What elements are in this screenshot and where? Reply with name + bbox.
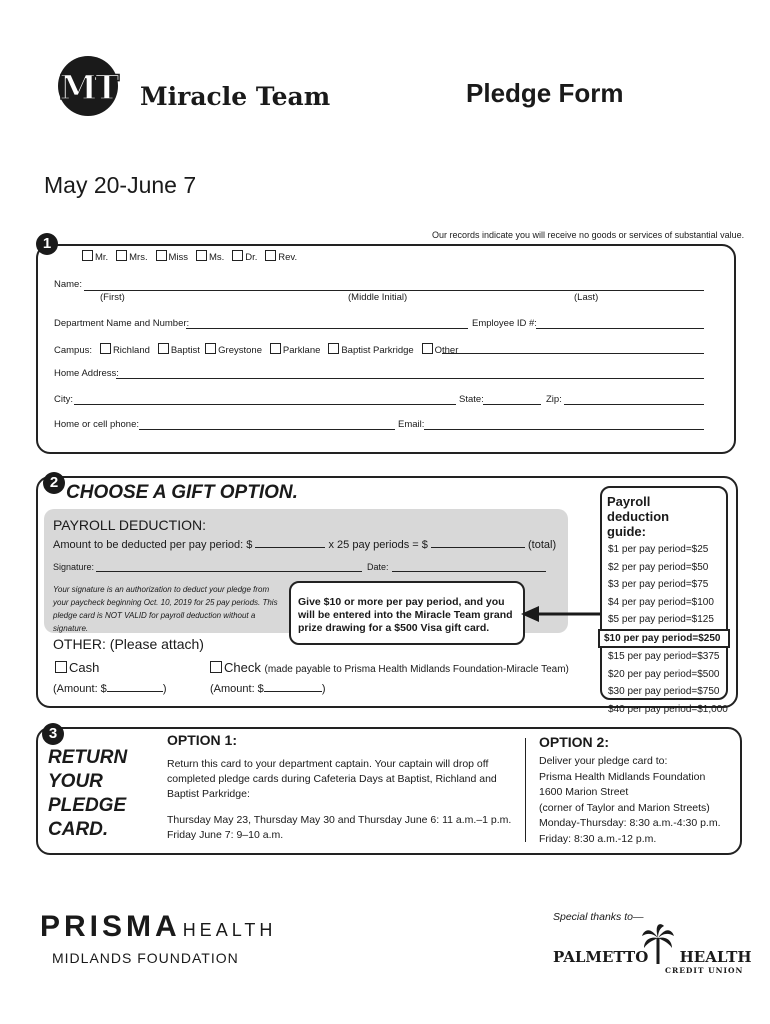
arrow-icon — [519, 603, 603, 625]
section1-number-badge: 1 — [36, 233, 58, 255]
department-field[interactable] — [186, 317, 468, 329]
guide-row: $20 per pay period=$500 — [608, 668, 720, 680]
signature-label: Signature: — [53, 562, 95, 572]
total-label: (total) — [527, 539, 557, 551]
option2-title: OPTION 2: — [539, 734, 610, 750]
logo-monogram: MT — [59, 68, 117, 108]
title-checkboxes — [82, 250, 297, 263]
checkbox-baptist-parkridge[interactable]: Baptist Parkridge — [328, 345, 413, 356]
phone-label: Home or cell phone: — [54, 419, 140, 430]
option1-title: OPTION 1: — [167, 732, 238, 748]
zip-label: Zip: — [546, 394, 562, 405]
miracle-team-logo — [44, 56, 136, 116]
option2-address: Deliver your pledge card to: Prisma Health Midlands Foundation 1600 Marion Street (corner of Taylor and Marion Streets) Monday-Thursday: 8:30 a.m.-4:30 p.m. Friday: 8:30 a.m.-12 p.m. — [539, 755, 721, 845]
sponsor-name: PALMETTO HEALTH — [553, 948, 752, 966]
guide-row: $10 per pay period=$250 — [598, 629, 730, 649]
checkbox-dr[interactable]: Dr. — [232, 252, 257, 263]
checkbox-ms[interactable]: Ms. — [196, 252, 224, 263]
guide-row: $4 per pay period=$100 — [608, 596, 714, 608]
payroll-amount-row — [53, 537, 556, 551]
date-field[interactable] — [392, 562, 546, 572]
checkbox-other[interactable]: Other — [422, 345, 459, 356]
check-note: (made payable to Prisma Health Midlands Foundation-Miracle Team) — [264, 664, 569, 675]
total-amount-field[interactable] — [431, 537, 525, 548]
checkbox-baptist[interactable]: Baptist — [158, 345, 200, 356]
address-field[interactable] — [116, 367, 704, 379]
name-middle-caption: (Middle Initial) — [348, 292, 408, 303]
amount-per-period-field[interactable] — [255, 537, 325, 548]
campus-label: Campus: — [54, 345, 93, 356]
check-amount-row: (Amount: $ ) — [210, 683, 326, 695]
campus-row — [54, 343, 458, 356]
section3-number-badge: 3 — [42, 723, 64, 745]
section3-heading: RETURN YOUR PLEDGE CARD. — [48, 747, 128, 840]
payroll-heading: PAYROLL DEDUCTION: — [53, 517, 206, 533]
name-last-caption: (Last) — [574, 292, 599, 303]
checkbox-greystone[interactable]: Greystone — [205, 345, 262, 356]
sponsor-sub: CREDIT UNION — [665, 966, 744, 975]
email-field[interactable] — [424, 418, 704, 430]
records-notice: Our records indicate you will receive no goods or services of substantial value. — [432, 230, 745, 240]
email-label: Email: — [398, 419, 425, 430]
check-label: Check — [224, 660, 261, 675]
check-option[interactable] — [210, 660, 569, 675]
employee-id-field[interactable] — [536, 317, 704, 329]
checkbox-mrs[interactable]: Mrs. — [116, 252, 147, 263]
address-label: Home Address: — [54, 368, 119, 379]
cash-amount-field[interactable] — [107, 681, 163, 692]
section2-heading: CHOOSE A GIFT OPTION. — [66, 482, 298, 503]
guide-row: $30 per pay period=$750 — [608, 686, 720, 697]
brand-name: Miracle Team — [140, 82, 331, 111]
date-label: Date: — [367, 562, 389, 572]
checkbox-miss[interactable]: Miss — [156, 252, 189, 263]
guide-row: $5 per pay period=$125 — [608, 614, 714, 625]
name-first-caption: (First) — [100, 292, 125, 303]
guide-row: $40 per pay period=$1,000 — [608, 703, 728, 715]
check-amount-field[interactable] — [264, 681, 322, 692]
prize-text: Give $10 or more per pay period, and you will be entered into the Miracle Team grand prize drawing for a $500 Visa gift card. — [298, 596, 513, 634]
checkbox-mr[interactable]: Mr. — [82, 252, 108, 263]
guide-row: $3 per pay period=$75 — [608, 579, 709, 590]
name-field[interactable] — [84, 278, 704, 291]
checkbox-rev[interactable]: Rev. — [265, 252, 297, 263]
thanks-text: Special thanks to— — [553, 911, 644, 923]
prisma-word: PRISMA — [40, 910, 181, 943]
option-divider — [525, 738, 526, 842]
zip-field[interactable] — [564, 393, 704, 405]
guide-row: $15 per pay period=$375 — [608, 651, 720, 662]
authorization-text: Your signature is an authorization to deduct your pledge from your paycheck beginning Oct. 10, 2019 for 25 pay periods. This pledge card is NOT VALID for payroll deduction without a signature. — [53, 585, 278, 633]
guide-row: $1 per pay period=$25 — [608, 544, 709, 555]
cash-label: Cash — [69, 660, 100, 675]
page-title: Pledge Form — [466, 78, 624, 108]
signature-field[interactable] — [96, 562, 362, 572]
guide-list — [602, 541, 726, 718]
campus-other-field[interactable] — [442, 342, 704, 354]
date-range: May 20-June 7 — [44, 172, 197, 198]
periods-label: x 25 pay periods = $ — [328, 539, 428, 551]
payroll-guide — [600, 486, 728, 715]
cash-amount-row: (Amount: $ ) — [53, 683, 167, 695]
guide-title: Payroll deduction guide: — [607, 494, 670, 539]
foundation-name: MIDLANDS FOUNDATION — [52, 950, 239, 966]
employee-id-label: Employee ID #: — [472, 318, 537, 329]
option1-text: Return this card to your department captain. Your captain will drop off completed pledge cards during Cafeteria Days at Baptist, Richland and Baptist Parkridge: — [167, 758, 497, 800]
option1-times: Thursday May 23, Thursday May 30 and Thursday June 6: 11 a.m.–1 p.m. Friday June 7: 9–10 a.m. — [167, 814, 512, 841]
state-label: State: — [459, 394, 484, 405]
name-label: Name: — [54, 279, 82, 290]
prisma-health-logo — [40, 910, 276, 944]
amount-label: Amount to be deducted per pay period: $ — [53, 539, 253, 551]
section2-number-badge: 2 — [43, 472, 65, 494]
city-field[interactable] — [74, 393, 456, 405]
phone-field[interactable] — [139, 418, 395, 430]
department-label: Department Name and Number: — [54, 318, 190, 329]
city-label: City: — [54, 394, 73, 405]
health-word: HEALTH — [182, 920, 277, 940]
checkbox-parklane[interactable]: Parklane — [270, 345, 321, 356]
guide-row: $2 per pay period=$50 — [608, 561, 709, 573]
checkbox-richland[interactable]: Richland — [100, 345, 150, 356]
other-heading: OTHER: (Please attach) — [53, 636, 204, 652]
state-field[interactable] — [483, 393, 541, 405]
cash-option[interactable] — [55, 660, 99, 675]
